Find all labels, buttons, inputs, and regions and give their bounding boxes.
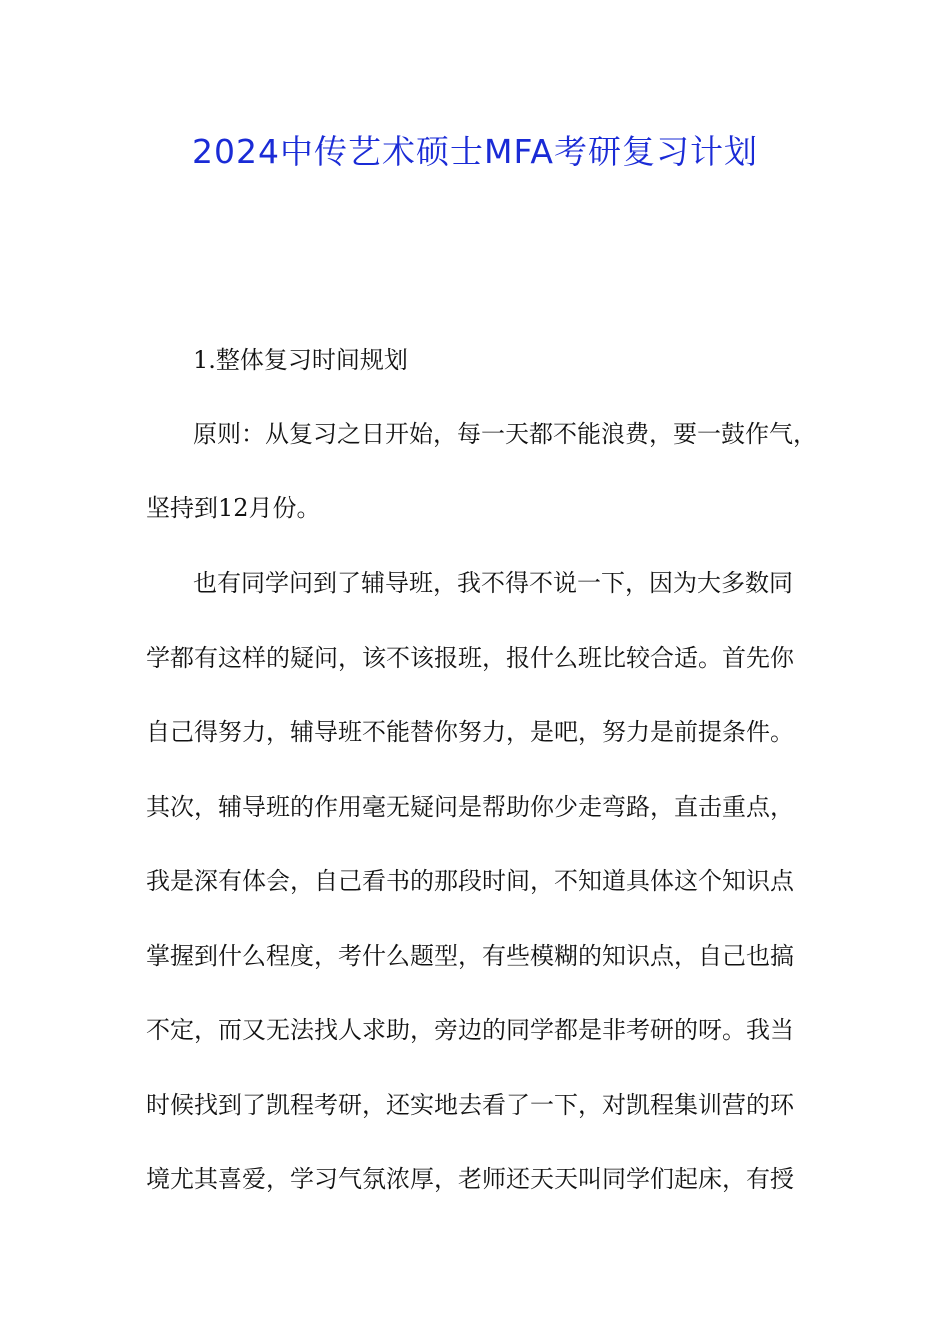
- document-title: 2024中传艺术硕士MFA考研复习计划: [192, 132, 758, 171]
- paragraph-line: 掌握到什么程度，考什么题型，有些模糊的知识点，自己也搞: [146, 942, 794, 970]
- paragraph-line: 坚持到12月份。: [146, 494, 321, 522]
- paragraph-line: 其次，辅导班的作用毫无疑问是帮助你少走弯路，直击重点，: [146, 793, 794, 821]
- paragraph-line: 境尤其喜爱，学习气氛浓厚，老师还天天叫同学们起床，有授: [146, 1165, 794, 1193]
- paragraph-line: 也有同学问到了辅导班，我不得不说一下，因为大多数同: [193, 569, 793, 597]
- section-heading: 1.整体复习时间规划: [193, 346, 408, 374]
- paragraph-line: 时候找到了凯程考研，还实地去看了一下，对凯程集训营的环: [146, 1091, 794, 1119]
- paragraph-line: 学都有这样的疑问，该不该报班，报什么班比较合适。首先你: [146, 644, 794, 672]
- paragraph-line: 自己得努力，辅导班不能替你努力，是吧，努力是前提条件。: [146, 718, 794, 746]
- paragraph-line: 原则：从复习之日开始，每一天都不能浪费，要一鼓作气，: [193, 420, 817, 448]
- paragraph-line: 不定，而又无法找人求助，旁边的同学都是非考研的呀。我当: [146, 1016, 794, 1044]
- paragraph-line: 我是深有体会，自己看书的那段时间，不知道具体这个知识点: [146, 867, 794, 895]
